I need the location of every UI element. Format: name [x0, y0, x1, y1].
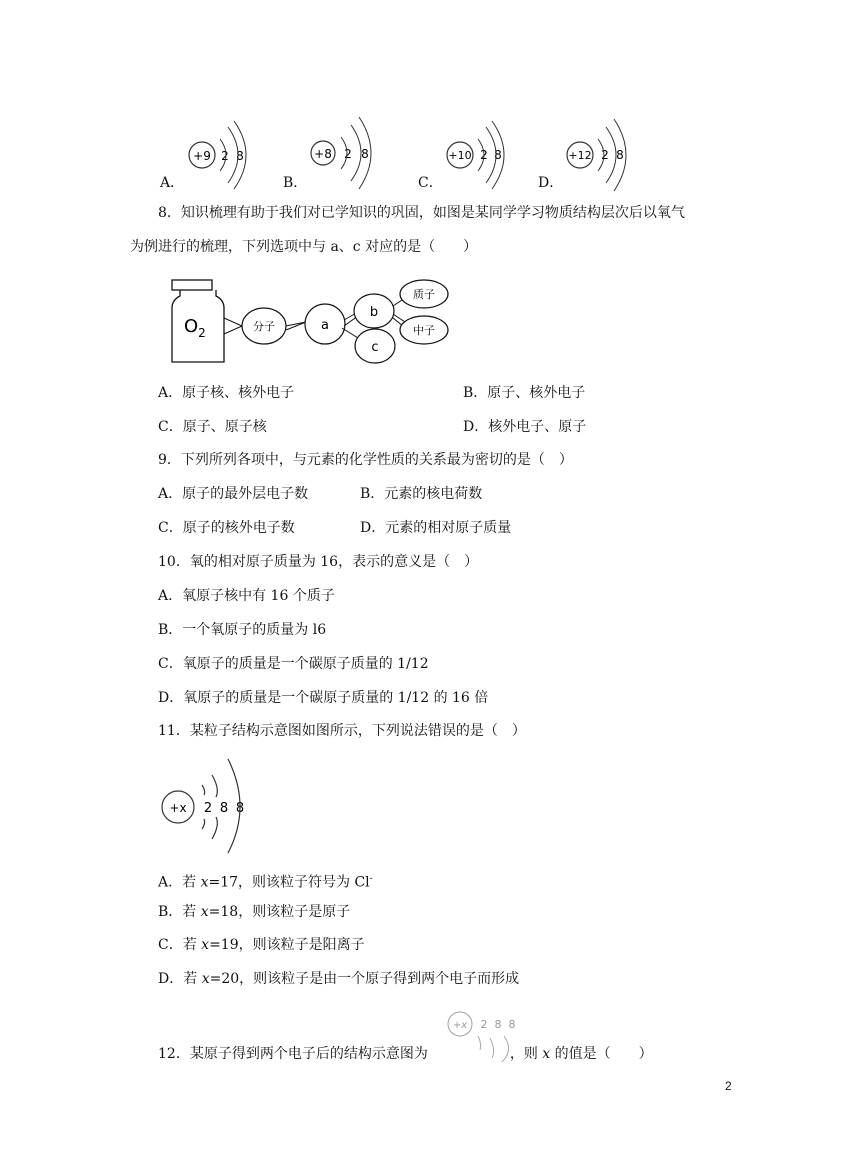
q7-a-shell1: 2 — [221, 149, 229, 163]
node-a: a — [321, 318, 329, 333]
q11-d-pre: D．若 — [158, 971, 202, 987]
q8-stem-line2: 为例进行的梳理，下列选项中与 a、c 对应的是（ ） — [130, 239, 478, 255]
q11-shell3: 8 — [235, 801, 245, 816]
q10-option-a: A．氧原子核中有 16 个质子 — [158, 588, 335, 604]
q7-c-shell2: 8 — [494, 148, 502, 162]
q10-option-d: D．氧原子的质量是一个碳原子质量的 1/12 的 16 倍 — [158, 690, 489, 706]
q9-stem: 9．下列所列各项中，与元素的化学性质的关系最为密切的是（ ） — [158, 452, 573, 468]
q11-a-post: =17，则该粒子符号为 Cl — [208, 874, 370, 891]
q12-shell1: 2 — [480, 1018, 488, 1031]
q7-option-b-diagram — [305, 111, 385, 191]
q8-option-c: C．原子、原子核 — [158, 419, 267, 435]
q7-c-shell1: 2 — [480, 148, 488, 162]
q11-a-sup: - — [369, 874, 373, 884]
q12-stem-post: 的值是（ ） — [550, 1046, 653, 1062]
q12-nucleus: +x — [452, 1020, 468, 1031]
q11-option-a — [158, 869, 373, 893]
q11-c-post: =19，则该粒子是阳离子 — [209, 937, 365, 953]
q8-stem-line1: 8．知识梳理有助于我们对已学知识的巩固，如图是某同学学习物质结构层次后以氧气 — [158, 205, 685, 221]
q10-option-c: C．氧原子的质量是一个碳原子质量的 1/12 — [158, 656, 429, 672]
q11-shell1: 2 — [203, 801, 213, 816]
q11-d-post: =20，则该粒子是由一个原子得到两个电子而形成 — [209, 971, 520, 987]
q7-b-shell1: 2 — [344, 147, 352, 161]
q11-b-post: =18，则该粒子是原子 — [208, 904, 351, 920]
q7-b-shell2: 8 — [361, 147, 369, 161]
o2-label: $O_2$ — [184, 316, 206, 340]
q8-option-d: D．核外电子、原子 — [463, 419, 587, 435]
q11-option-b — [158, 902, 350, 922]
page-number: 2 — [725, 1079, 732, 1093]
node-c: c — [371, 340, 379, 355]
q10-stem: 10．氧的相对原子质量为 16，表示的意义是（ ） — [158, 554, 479, 570]
q11-c-var: x — [201, 937, 210, 953]
q11-nucleus: +x — [169, 801, 187, 815]
q7-option-a-letter: A． — [160, 175, 185, 191]
q7-d-shell2: 8 — [616, 148, 624, 162]
node-b: b — [369, 305, 379, 320]
q7-option-d-diagram — [562, 115, 642, 195]
q12-stem-pre: 12．某原子得到两个电子后的结构示意图为 — [158, 1046, 428, 1062]
q11-b-var: x — [200, 904, 209, 920]
q9-option-a: A．原子的最外层电子数 — [158, 486, 309, 502]
q7-d-nucleus: +12 — [568, 149, 592, 162]
q12-stem-var: x — [542, 1046, 551, 1062]
q8-diagram — [168, 278, 458, 370]
q11-option-c — [158, 935, 365, 955]
q11-a-pre: A．若 — [158, 874, 201, 891]
q7-a-shell2: 8 — [236, 149, 244, 163]
q11-shell2: 8 — [219, 801, 229, 816]
q12-diagram — [442, 1000, 532, 1064]
q12-shell2: 8 — [494, 1018, 502, 1031]
q11-c-pre: C．若 — [158, 937, 202, 953]
q7-option-b-letter: B． — [283, 175, 308, 191]
q8-option-a: A．原子核、核外电子 — [158, 385, 295, 401]
q11-a-var: x — [200, 874, 209, 891]
q7-option-c-diagram — [440, 119, 520, 199]
q11-option-d — [158, 969, 519, 989]
q12-shell3: 8 — [508, 1018, 516, 1031]
q9-option-d: D．元素的相对原子质量 — [360, 520, 512, 536]
molecule-label: 分子 — [253, 320, 275, 333]
q11-d-var: x — [201, 971, 210, 987]
q10-option-b: B．一个氧原子的质量为 l6 — [158, 622, 327, 638]
o2-bottle — [172, 280, 212, 290]
q8-option-b: B．原子、核外电子 — [463, 385, 586, 401]
q7-option-d-letter: D． — [538, 175, 564, 191]
q12-stem — [158, 1044, 653, 1064]
q7-option-c-letter: C． — [418, 175, 443, 191]
q7-d-shell1: 2 — [601, 148, 609, 162]
q9-option-b: B．元素的核电荷数 — [360, 486, 483, 502]
q12-stem-mid: ，则 — [509, 1046, 543, 1062]
q11-stem: 11．某粒子结构示意图如图所示，下列说法错误的是（ ） — [158, 723, 526, 739]
q7-a-nucleus: +9 — [193, 149, 211, 163]
q11-diagram — [158, 755, 258, 855]
q7-options — [0, 105, 860, 200]
q11-b-pre: B．若 — [158, 904, 201, 920]
q7-c-nucleus: +10 — [448, 149, 472, 162]
neutron-label: 中子 — [413, 324, 435, 337]
q7-b-nucleus: +8 — [314, 147, 332, 161]
q7-option-a-diagram — [182, 113, 262, 193]
q9-option-c: C．原子的核外电子数 — [158, 520, 295, 536]
proton-label: 质子 — [413, 288, 435, 301]
